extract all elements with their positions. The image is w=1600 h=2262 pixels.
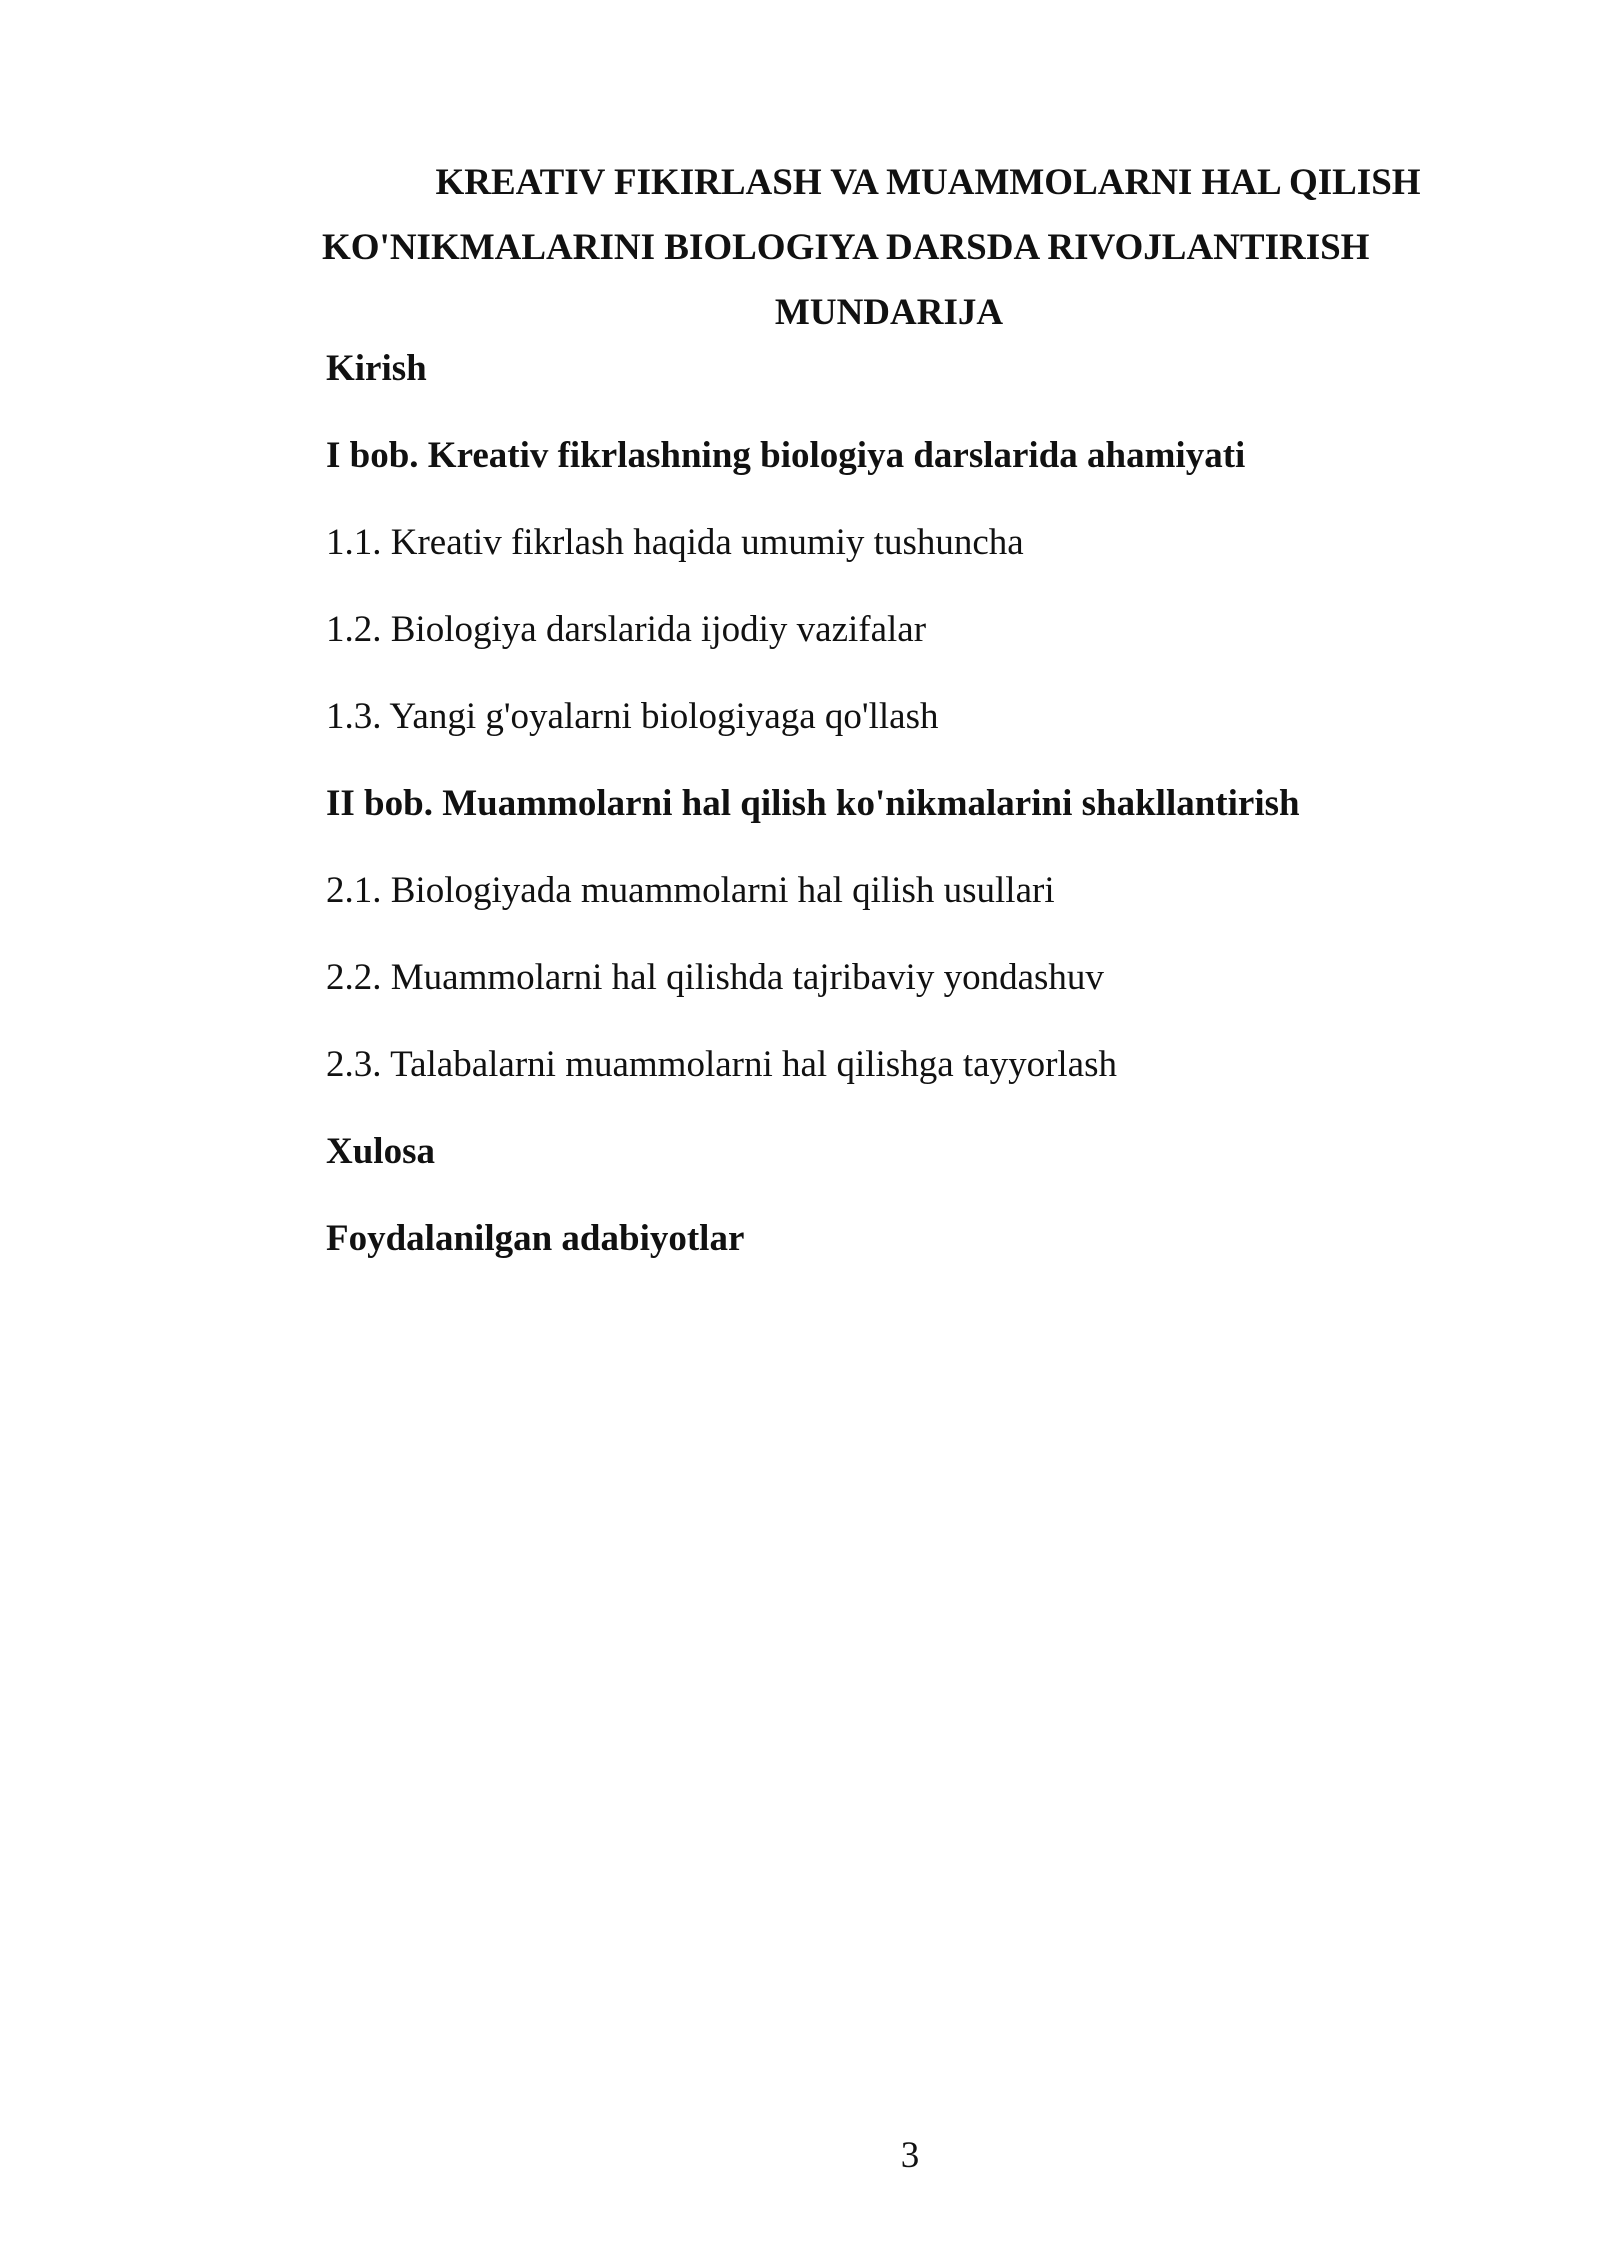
toc-item-2-1: 2.1. Biologiyada muammolarni hal qilish usullari xyxy=(326,870,1055,911)
toc-item-1-1: 1.1. Kreativ fikrlash haqida umumiy tushuncha xyxy=(326,522,1024,563)
toc-item-introduction: Kirish xyxy=(326,348,427,389)
toc-item-1-3: 1.3. Yangi g'oyalarni biologiyaga qo'llash xyxy=(326,696,939,737)
toc-item-chapter-2: II bob. Muammolarni hal qilish ko'nikmalarini shakllantirish xyxy=(326,783,1300,824)
toc-item-conclusion: Xulosa xyxy=(326,1131,435,1172)
toc-item-2-2: 2.2. Muammolarni hal qilishda tajribaviy yondashuv xyxy=(326,957,1104,998)
page-number: 3 xyxy=(900,2135,920,2176)
title-line-2: KO'NIKMALARINI BIOLOGIYA DARSDA RIVOJLANTIRISH xyxy=(322,227,1370,268)
contents-heading: MUNDARIJA xyxy=(774,292,1004,333)
title-line-1: KREATIV FIKIRLASH VA MUAMMOLARNI HAL QILISH xyxy=(435,162,1421,203)
toc-item-2-3: 2.3. Talabalarni muammolarni hal qilishga tayyorlash xyxy=(326,1044,1118,1085)
table-of-contents xyxy=(326,343,1456,1300)
toc-item-1-2: 1.2. Biologiya darslarida ijodiy vazifalar xyxy=(326,609,927,650)
toc-item-chapter-1: I bob. Kreativ fikrlashning biologiya darslarida ahamiyati xyxy=(326,435,1246,476)
document-title xyxy=(322,150,1456,345)
toc-item-references: Foydalanilgan adabiyotlar xyxy=(326,1218,745,1259)
